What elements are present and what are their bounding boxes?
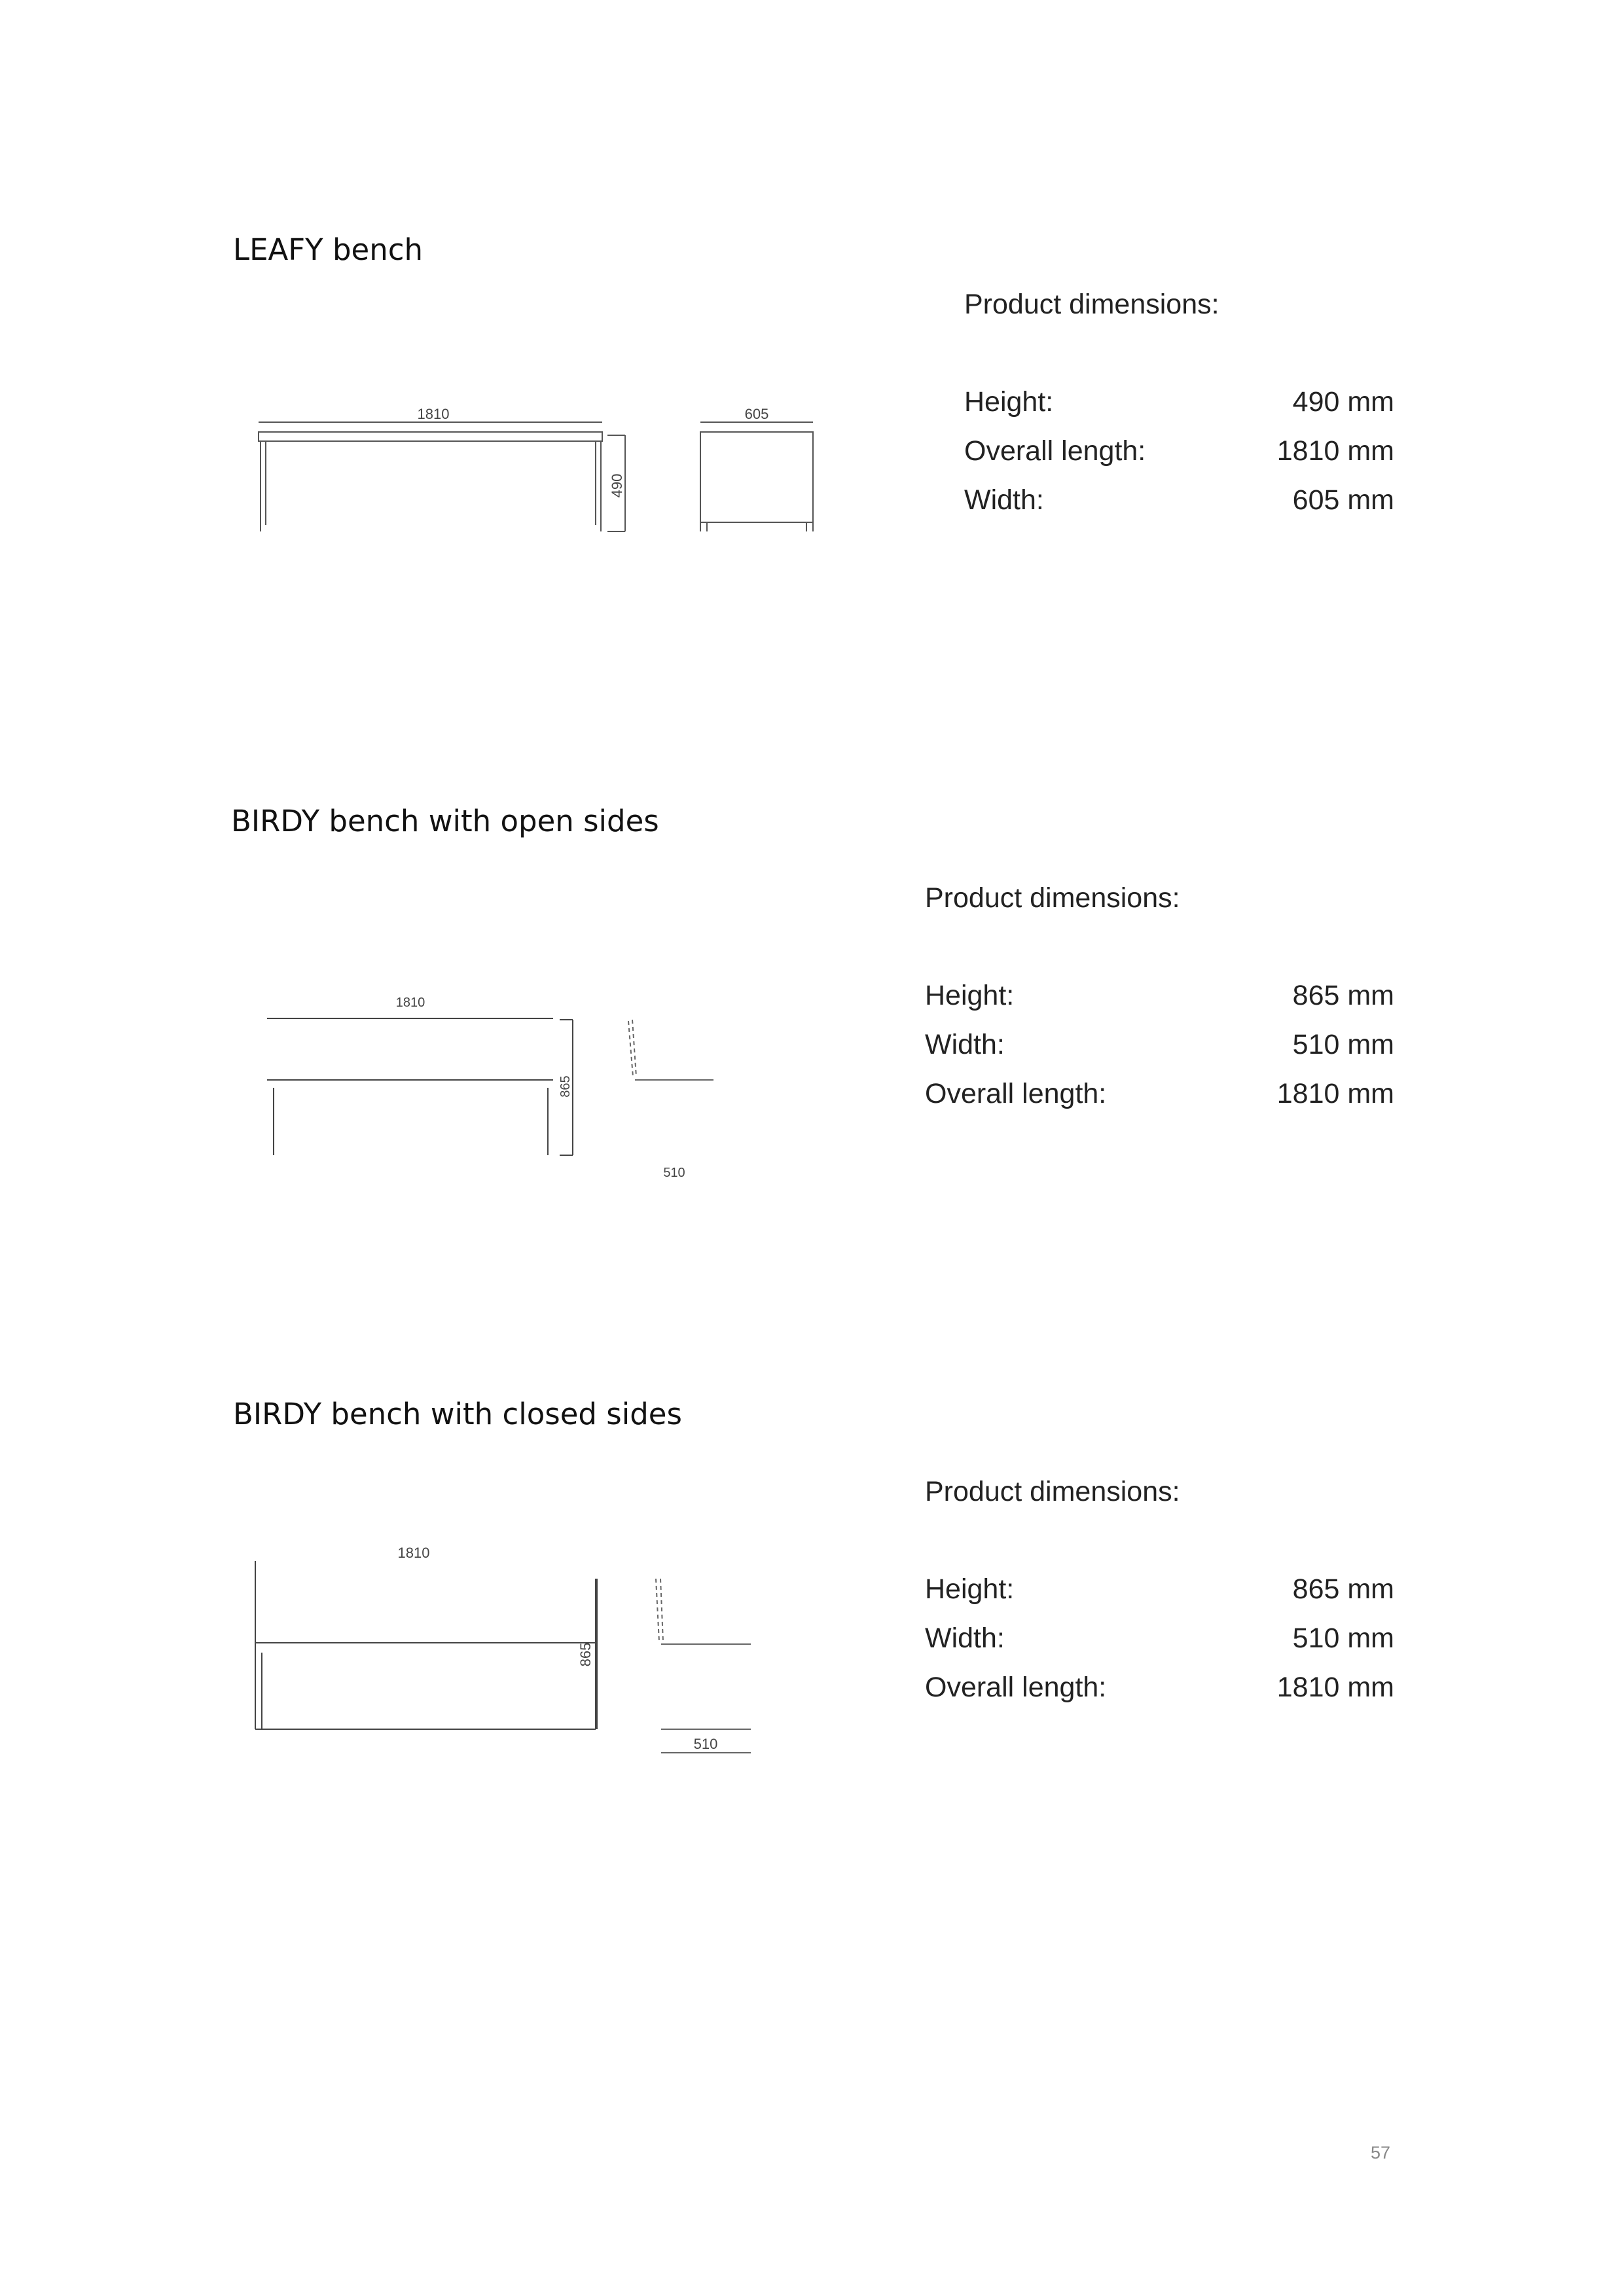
birdy-open-length-label: 1810 xyxy=(395,996,425,1010)
birdy-open-width-label: 510 xyxy=(663,1166,685,1180)
birdy-closed-dims-heading: Product dimensions: xyxy=(925,1476,1180,1507)
birdy-open-side-view xyxy=(628,1020,713,1080)
page-number: 57 xyxy=(1371,2143,1391,2162)
section-title-birdy-open: BIRDY bench with open sides xyxy=(231,804,659,838)
birdy-open-row-value: 1810 mm xyxy=(1276,1078,1394,1109)
birdy-closed-row-value: 510 mm xyxy=(1292,1623,1394,1654)
leafy-length-label: 1810 xyxy=(417,406,450,422)
birdy-closed-length-label: 1810 xyxy=(397,1545,430,1561)
section-title-birdy-closed: BIRDY bench with closed sides xyxy=(233,1397,682,1431)
leafy-dims-heading: Product dimensions: xyxy=(964,289,1219,320)
birdy-open-height-label: 865 xyxy=(558,1075,573,1098)
birdy-closed-front-view xyxy=(255,1561,597,1729)
birdy-closed-row-label: Height: xyxy=(925,1573,1015,1605)
birdy-open-drawing xyxy=(262,982,733,1191)
birdy-open-row-value: 510 mm xyxy=(1292,1029,1394,1060)
leafy-row-label: Overall length: xyxy=(964,435,1146,467)
birdy-closed-row-value: 865 mm xyxy=(1292,1573,1394,1605)
birdy-closed-row-label: Overall length: xyxy=(925,1672,1107,1703)
leafy-front-view xyxy=(259,422,625,531)
leafy-row-label: Height: xyxy=(964,386,1054,418)
birdy-open-row-label: Overall length: xyxy=(925,1078,1107,1109)
birdy-open-front-view xyxy=(267,1018,573,1155)
birdy-open-row-label: Height: xyxy=(925,980,1015,1011)
birdy-closed-side-view xyxy=(656,1579,751,1753)
leafy-row-label: Width: xyxy=(964,484,1044,516)
leafy-side-view xyxy=(700,422,813,531)
leafy-row-value: 490 mm xyxy=(1292,386,1394,418)
section-title-leafy: LEAFY bench xyxy=(233,232,423,267)
birdy-open-row-value: 865 mm xyxy=(1292,980,1394,1011)
birdy-open-row-label: Width: xyxy=(925,1029,1005,1060)
birdy-closed-row-label: Width: xyxy=(925,1623,1005,1654)
birdy-closed-width-label: 510 xyxy=(693,1736,718,1752)
leafy-height-label: 490 xyxy=(609,473,625,498)
leafy-row-value: 1810 mm xyxy=(1276,435,1394,467)
birdy-open-dims-heading: Product dimensions: xyxy=(925,882,1180,914)
leafy-width-label: 605 xyxy=(744,406,769,422)
leafy-bench-drawing xyxy=(249,399,851,543)
birdy-closed-row-value: 1810 mm xyxy=(1276,1672,1394,1703)
leafy-row-value: 605 mm xyxy=(1292,484,1394,516)
birdy-closed-drawing xyxy=(249,1538,759,1774)
birdy-closed-height-label: 865 xyxy=(577,1642,594,1667)
